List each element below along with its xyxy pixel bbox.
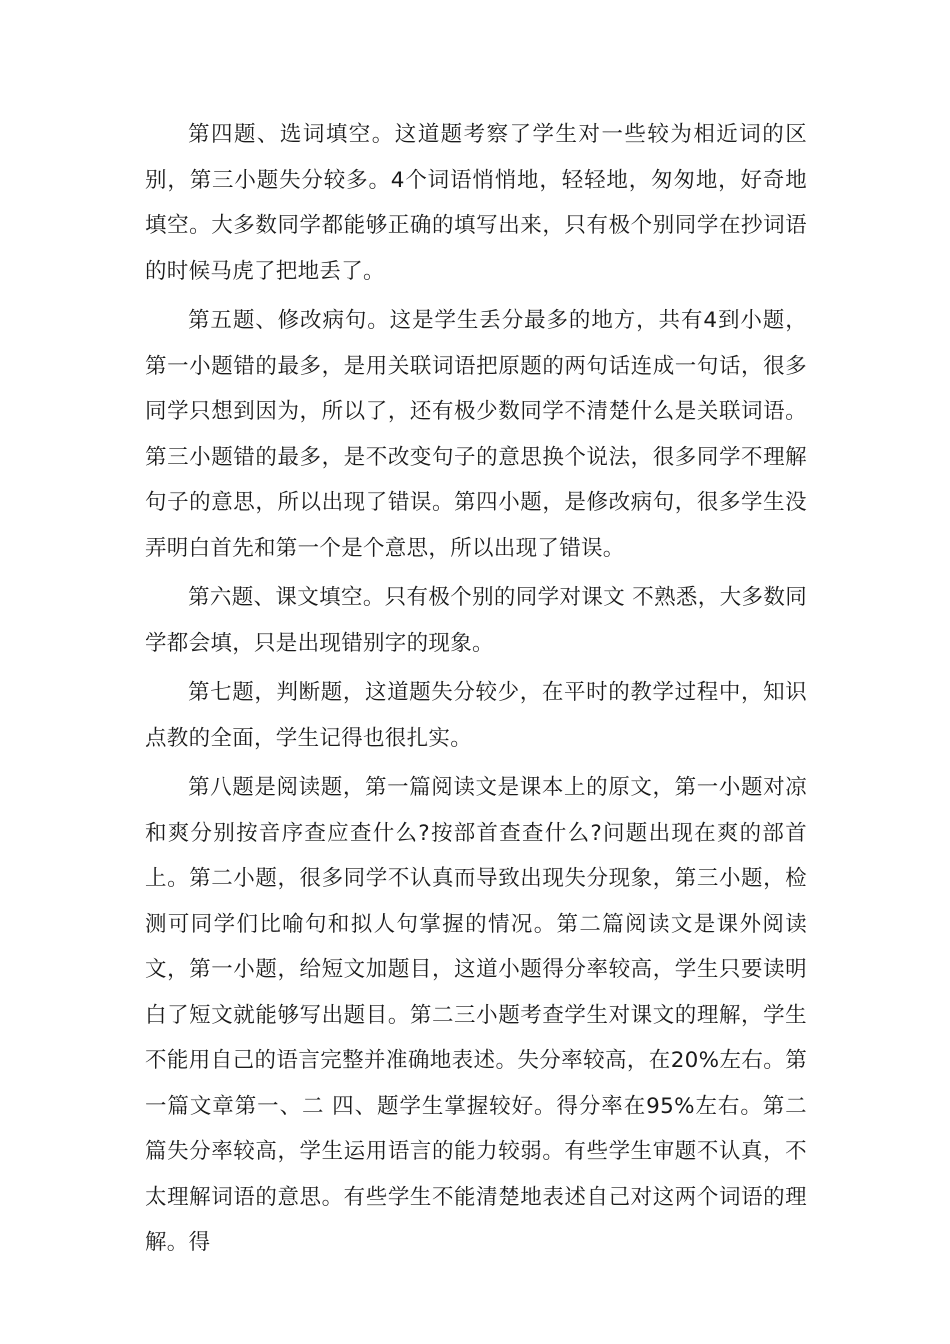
paragraph-q6-text-fill: 第六题、课文填空。只有极个别的同学对课文 不熟悉，大多数同学都会填，只是出现错别字的现象。	[145, 585, 807, 656]
paragraph-q8-reading: 第八题是阅读题，第一篇阅读文是课本上的原文，第一小题对凉和爽分别按音序查应查什么?按部首查查什么?问题出现在爽的部首上。第二小题，很多同学不认真而导致出现失分现象，第三小题，检测可同学们比喻句和拟人句掌握的情况。第二篇阅读文是课外阅读文，第一小题，给短文加题目，这道小题得分率较高，学生只要读明白了短文就能够写出题目。第二三小题考查学生对课文的理解，学生不能用自己的语言完整并准确地表述。失分率较高，在20%左右。第一篇文章第一、二 四、题学生掌握较好。得分率在95%左右。第二篇失分率较高，学生运用语言的能力较弱。有些学生审题不认真，不太理解词语的意思。有些学生不能清楚地表述自己对这两个词语的理解。得	[145, 775, 807, 1255]
paragraph-q7-true-false: 第七题，判断题，这道题失分较少，在平时的教学过程中，知识点教的全面，学生记得也很扎实。	[145, 680, 807, 751]
paragraph-q4-word-choice: 第四题、选词填空。这道题考察了学生对一些较为相近词的区别，第三小题失分较多。4个词语悄悄地，轻轻地，匆匆地，好奇地填空。大多数同学都能够正确的填写出来，只有极个别同学在抄词语的时候马虎了把地丢了。	[145, 122, 807, 284]
document-body	[145, 112, 807, 1270]
paragraph-q5-sentence-correction: 第五题、修改病句。这是学生丢分最多的地方，共有4到小题，第一小题错的最多，是用关联词语把原题的两句话连成一句话，很多同学只想到因为，所以了，还有极少数同学不清楚什么是关联词语。第三小题错的最多，是不改变句子的意思换个说法，很多同学不理解句子的意思，所以出现了错误。第四小题，是修改病句，很多学生没弄明白首先和第一个是个意思，所以出现了错误。	[145, 308, 807, 561]
